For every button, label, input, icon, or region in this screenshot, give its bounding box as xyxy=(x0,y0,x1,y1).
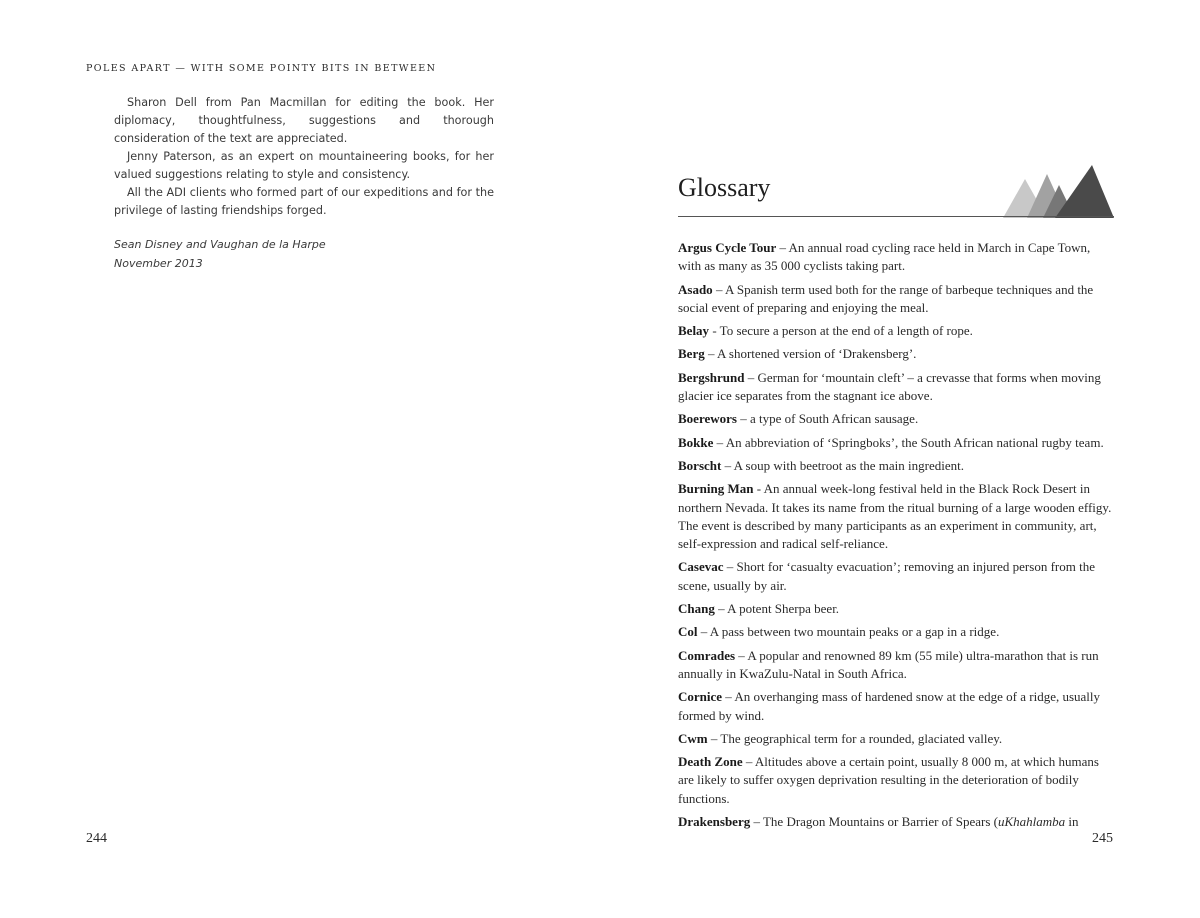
glossary-definition: – A potent Sherpa beer. xyxy=(714,601,840,617)
glossary-definition: - To secure a person at the end of a length of rope. xyxy=(709,323,973,339)
glossary-entry xyxy=(678,369,1114,406)
glossary-definition: – German for ‘mountain cleft’ – a crevasse that forms when moving glacier ice separates from the stagnant ice above. xyxy=(678,369,1101,404)
glossary-entry xyxy=(678,730,1114,748)
ack-paragraph: Jenny Paterson, as an expert on mountaineering books, for her valued suggestions relating to style and consistency. xyxy=(114,150,494,181)
glossary-term: Comrades xyxy=(678,647,736,663)
glossary-term: Belay xyxy=(678,323,710,339)
glossary-definition: – a type of South African sausage. xyxy=(736,411,919,427)
glossary-definition: – Short for ‘casualty evacuation’; removing an injured person from the scene, usually by air. xyxy=(678,559,1095,593)
glossary-entry xyxy=(678,647,1114,684)
glossary-entry xyxy=(678,434,1114,452)
glossary-term: Cornice xyxy=(678,689,723,705)
glossary-entry xyxy=(678,813,1114,831)
glossary-definition: – A Spanish term used both for the range of barbeque techniques and the social event of preparing and enjoying the meal. xyxy=(678,281,1094,315)
glossary-definition: – The geographical term for a rounded, glaciated valley. xyxy=(707,730,1003,746)
glossary-entry xyxy=(678,688,1114,725)
glossary-entry xyxy=(678,345,1114,363)
page-number-left: 244 xyxy=(86,831,107,846)
signature-date: November 2013 xyxy=(114,257,203,270)
glossary-term: Boerewors xyxy=(678,411,737,427)
glossary-entry xyxy=(678,239,1114,276)
page-title: Glossary xyxy=(678,173,771,202)
glossary-definition: – An annual road cycling race held in March in Cape Town, with as many as 35 000 cyclists taking part. xyxy=(678,240,1091,274)
glossary-term: Berg xyxy=(678,346,705,362)
right-page xyxy=(600,0,1200,918)
glossary-list xyxy=(678,239,1114,836)
page-number-right: 245 xyxy=(1092,831,1113,846)
acknowledgements xyxy=(114,94,494,220)
signature-block xyxy=(114,235,494,273)
glossary-term: Chang xyxy=(678,601,715,617)
glossary-term: Burning Man xyxy=(678,481,754,497)
glossary-definition: – A pass between two mountain peaks or a gap in a ridge. xyxy=(697,624,1000,640)
ack-paragraph: All the ADI clients who formed part of our expeditions and for the privilege of lasting friendships forged. xyxy=(114,186,494,217)
glossary-entry xyxy=(678,753,1114,808)
glossary-italic-term: uKhahlamba xyxy=(998,814,1066,830)
dark-peak-icon xyxy=(1055,165,1114,218)
glossary-term: Argus Cycle Tour xyxy=(678,240,777,255)
glossary-definition-continued: in xyxy=(1065,814,1079,830)
glossary-entry xyxy=(678,457,1114,475)
glossary-definition: – The Dragon Mountains or Barrier of Spears ( xyxy=(750,814,998,830)
glossary-entry xyxy=(678,623,1114,641)
running-head: POLES APART — WITH SOME POINTY BITS IN BETWEEN xyxy=(86,63,437,74)
glossary-definition: – Altitudes above a certain point, usually 8 000 m, at which humans are likely to suffer oxygen deprivation resulting in the deterioration of bodily functions. xyxy=(678,754,1099,806)
glossary-term: Borscht xyxy=(678,457,722,473)
glossary-definition: – A shortened version of ‘Drakensberg’. xyxy=(704,346,917,362)
glossary-definition: - An annual week-long festival held in the Black Rock Desert in northern Nevada. It takes its name from the ritual burning of a large wooden effigy. The event is described by many participants as an experiment in community, art, self-expression and radical self-reliance. xyxy=(678,481,1112,552)
mountains-icon xyxy=(1003,163,1114,218)
glossary-term: Bergshrund xyxy=(678,369,745,385)
glossary-entry xyxy=(678,281,1114,318)
ack-paragraph: Sharon Dell from Pan Macmillan for editing the book. Her diplomacy, thoughtfulness, suggestions and thorough consideration of the text are appreciated. xyxy=(114,96,494,145)
glossary-entry xyxy=(678,480,1114,553)
glossary-definition: – A popular and renowned 89 km (55 mile) ultra-marathon that is run annually in KwaZulu-Natal in South Africa. xyxy=(678,647,1099,681)
authors-signature: Sean Disney and Vaughan de la Harpe xyxy=(114,238,326,251)
glossary-entry xyxy=(678,558,1114,595)
glossary-term: Asado xyxy=(678,281,713,297)
glossary-entry xyxy=(678,600,1114,618)
glossary-term: Drakensberg xyxy=(678,814,751,830)
glossary-definition: – An abbreviation of ‘Springboks’, the South African national rugby team. xyxy=(713,434,1104,450)
glossary-entry xyxy=(678,322,1114,340)
glossary-entry xyxy=(678,410,1114,428)
glossary-term: Col xyxy=(678,624,698,640)
glossary-definition: – A soup with beetroot as the main ingredient. xyxy=(721,457,964,473)
glossary-term: Death Zone xyxy=(678,754,743,770)
glossary-term: Bokke xyxy=(678,434,714,450)
glossary-term: Cwm xyxy=(678,730,708,746)
glossary-definition: – An overhanging mass of hardened snow at the edge of a ridge, usually formed by wind. xyxy=(678,689,1101,723)
glossary-term: Casevac xyxy=(678,559,724,575)
title-rule xyxy=(678,216,1114,217)
